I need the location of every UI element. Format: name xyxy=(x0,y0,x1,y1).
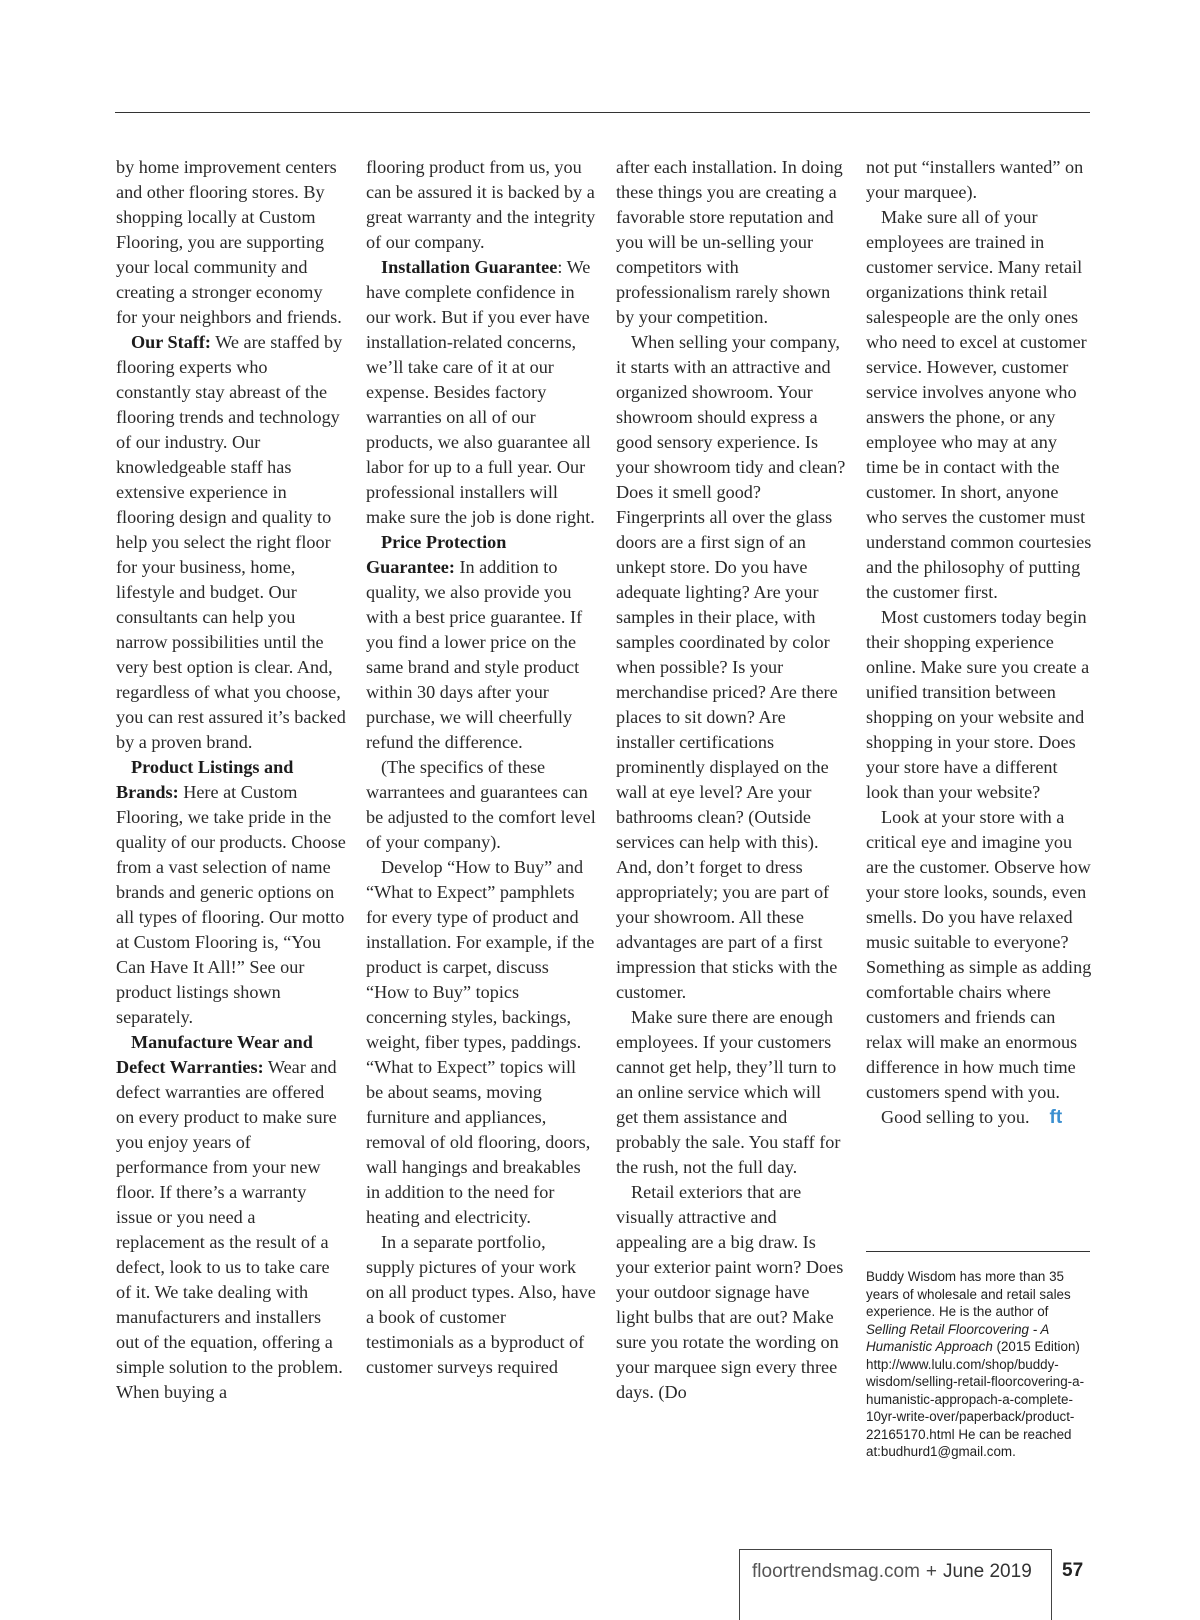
footer-site: floortrendsmag.com xyxy=(752,1561,920,1582)
footer-issue: June 2019 xyxy=(943,1561,1032,1582)
footer-box xyxy=(739,1549,1052,1620)
paragraph-warranties: Manufacture Wear and Defect Warranties: Wear and defect warranties are offered on every product to make sure you enjoy years of performance from your new floor. If there’s a warranty issue or you need a replacement as the result of a defect, look to us to take care of it. We take dealing with manufacturers and installers out of the equation, offering a simple solution to the problem. When buying a xyxy=(116,1032,343,1402)
column-4 xyxy=(866,155,1092,1130)
author-bio: Buddy Wisdom has more than 35 years of wholesale and retail sales experience. He is the author of Selling Retail Floorcovering - A Humanistic Approach (2015 Edition) http://www.lulu.com/shop/buddy-wisdom/selling-retail-floorcovering-a-humanistic-appropach-a-complete-10yr-write-over/paperback/product-22165170.html He can be reached at:budhurd1@gmail.com. xyxy=(866,1269,1085,1459)
paragraph: Develop “How to Buy” and “What to Expect” pamphlets for every type of product and installation. For example, if the product is carpet, discuss “How to Buy” topics concerning styles, backings, weight, fiber types, paddings. “What to Expect” topics will be about seams, moving furniture and appliances, removal of old flooring, doors, wall hangings and breakables in addition to the need for heating and electricity. xyxy=(366,857,595,1227)
paragraph: Look at your store with a critical eye and imagine you are the customer. Observe how your store looks, sounds, even smells. Do you have relaxed music suitable to everyone? Something as simple as adding comfortable chairs where customers and friends can relax will make an enormous difference in how much time customers spend with you. xyxy=(866,807,1092,1102)
paragraph: Most customers today begin their shopping experience online. Make sure you create a unified transition between shopping on your website and shopping in your store. Does your store have a different look than your website? xyxy=(866,607,1090,802)
column-2 xyxy=(366,155,596,1380)
subhead-our-staff: Our Staff: xyxy=(131,332,211,352)
subhead-warranties: Manufacture Wear and Defect Warranties: xyxy=(116,1032,313,1077)
paragraph: flooring product from us, you can be assured it is backed by a great warranty and the integrity of our company. xyxy=(366,157,596,252)
paragraph: When selling your company, it starts with an attractive and organized showroom. Your showroom should express a good sensory experience. Is your showroom tidy and clean? Does it smell good? Fingerprints all over the glass doors are a first sign of an unkept store. Do you have adequate lighting? Are your samples in their place, with samples coordinated by color when possible? Is your merchandise priced? Are there places to sit down? Are installer certifications prominently displayed on the wall at eye level? Are your bathrooms clean? (Outside services can help with this). And, don’t forget to dress appropriately; you are part of your showroom. All these advantages are part of a first impression that sticks with the customer. xyxy=(616,332,846,1002)
paragraph-price-protection: Price Protection Guarantee: In addition to quality, we also provide you with a best price guarantee. If you find a lower price on the same brand and style product within 30 days after your purchase, we will cheerfully refund the difference. xyxy=(366,532,583,752)
paragraph: In a separate portfolio, supply pictures of your work on all product types. Also, have a book of customer testimonials as a byproduct of customer surveys required xyxy=(366,1232,596,1377)
page-number: 57 xyxy=(1062,1560,1084,1581)
book-title: Selling Retail Floorcovering - A Humanistic Approach xyxy=(866,1321,1049,1354)
paragraph: Make sure there are enough employees. If your customers cannot get help, they’ll turn to an online service which will get them assistance and probably the sale. You staff for the rush, not the full day. xyxy=(616,1007,841,1177)
ft-end-mark-icon: ft xyxy=(1049,1107,1063,1128)
paragraph-product-listings: Product Listings and Brands: Here at Custom Flooring, we take pride in the quality of our products. Choose from a vast selection of name brands and generic options on all types of flooring. Our motto at Custom Flooring is, “You Can Have It All!” See our product listings shown separately. xyxy=(116,757,346,1027)
subhead-price-protection: Price Protection Guarantee: xyxy=(366,532,507,577)
paragraph: Retail exteriors that are visually attractive and appealing are a big draw. Is your exterior paint worn? Does your outdoor signage have light bulbs that are out? Make sure you rotate the wording on your marquee sign every three days. (Do xyxy=(616,1182,844,1402)
paragraph: Make sure all of your employees are trained in customer service. Many retail organizations think retail salespeople are the only ones who need to excel at customer service. However, customer service involves anyone who answers the phone, or any employee who may at any time be in contact with the customer. In short, anyone who serves the customer must understand common courtesies and the philosophy of putting the customer first. xyxy=(866,207,1092,602)
subhead-product-listings: Product Listings and Brands: xyxy=(116,757,294,802)
paragraph-closing: Good selling to you. ft xyxy=(881,1107,1063,1128)
footer-separator: + xyxy=(925,1561,938,1582)
paragraph: after each installation. In doing these things you are creating a favorable store reputation and you will be un-selling your competitors with professionalism rarely shown by your competition. xyxy=(616,157,843,327)
paragraph: not put “installers wanted” on your marquee). xyxy=(866,157,1084,202)
subhead-installation-guarantee: Installation Guarantee xyxy=(381,257,558,277)
column-3 xyxy=(616,155,846,1405)
footer-publication xyxy=(752,1561,1032,1583)
bio-divider xyxy=(866,1251,1090,1252)
paragraph-our-staff: Our Staff: We are staffed by flooring experts who constantly stay abreast of the flooring trends and technology of our industry. Our knowledgeable staff has extensive experience in flooring design and quality to help you select the right floor for your business, home, lifestyle and budget. Our consultants can help you narrow possibilities until the very best option is clear. And, regardless of what you choose, you can rest assured it’s backed by a proven brand. xyxy=(116,332,346,752)
paragraph: by home improvement centers and other flooring stores. By shopping locally at Custom Flooring, you are supporting your local community and creating a stronger economy for your neighbors and friends. xyxy=(116,157,342,327)
top-divider xyxy=(115,112,1090,113)
paragraph-installation-guarantee: Installation Guarantee: We have complete confidence in our work. But if you ever have installation-related concerns, we’ll take care of it at our expense. Besides factory warranties on all of our products, we also guarantee all labor for up to a full year. Our professional installers will make sure the job is done right. xyxy=(366,257,595,527)
paragraph: (The specifics of these warrantees and guarantees can be adjusted to the comfort level of your company). xyxy=(366,757,596,852)
column-1 xyxy=(116,155,346,1405)
